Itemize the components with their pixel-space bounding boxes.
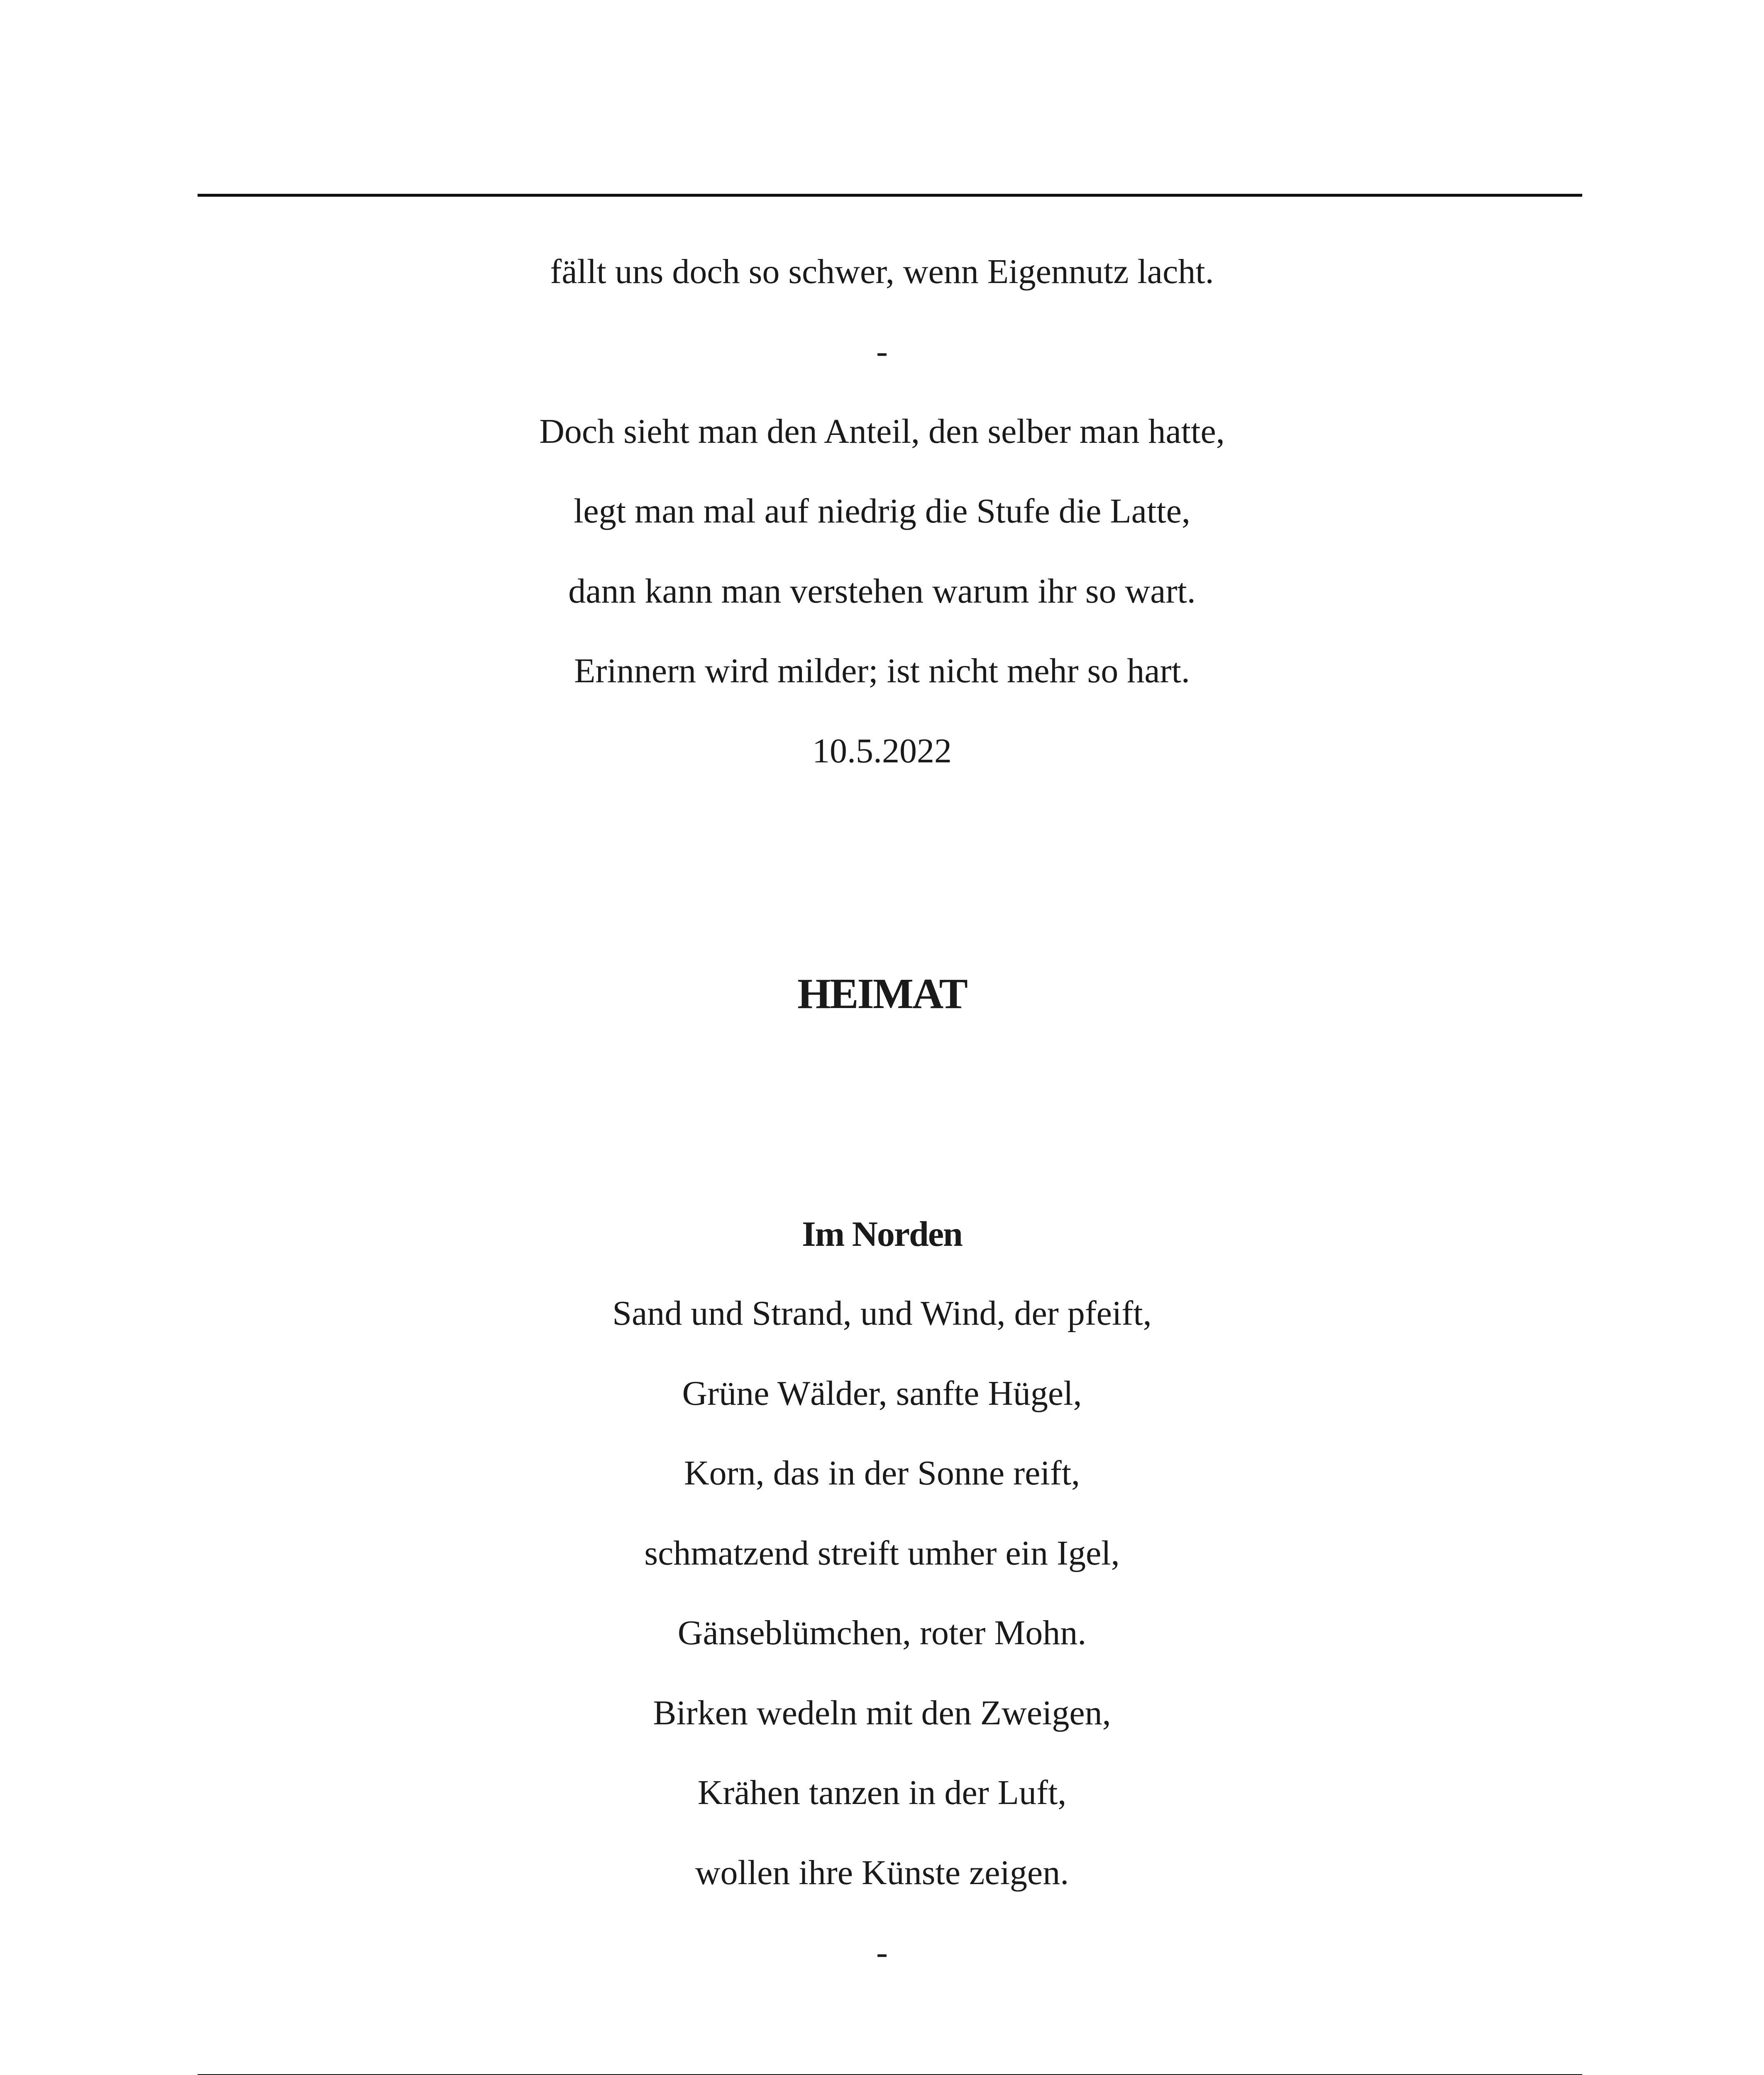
poem-title: Im Norden	[802, 1214, 962, 1254]
previous-poem-line-5: Erinnern wird milder; ist nicht mehr so hart.	[574, 652, 1190, 690]
poem-line-4: schmatzend streift umher ein Igel,	[644, 1534, 1120, 1572]
previous-poem-line-3: legt man mal auf niedrig die Stufe die Latte,	[574, 492, 1190, 530]
poem-line-8: wollen ihre Künste zeigen.	[695, 1853, 1069, 1892]
previous-poem-line-4: dann kann man verstehen warum ihr so wart.	[568, 572, 1196, 610]
previous-poem-stanza-separator: -	[876, 332, 888, 371]
poem-line-1: Sand und Strand, und Wind, der pfeift,	[612, 1294, 1152, 1333]
poem-line-5: Gänseblümchen, roter Mohn.	[677, 1614, 1087, 1652]
poem-line-6: Birken wedeln mit den Zweigen,	[653, 1694, 1111, 1732]
previous-poem-date: 10.5.2022	[812, 732, 952, 770]
header-rule	[198, 194, 1582, 197]
previous-poem-line-1: fällt uns doch so schwer, wenn Eigennutz lacht.	[550, 252, 1214, 291]
poem-stanza-separator: -	[876, 1933, 888, 1972]
poem-line-7: Krähen tanzen in der Luft,	[697, 1773, 1067, 1812]
poem-line-3: Korn, das in der Sonne reift,	[684, 1454, 1080, 1492]
poem-line-2: Grüne Wälder, sanfte Hügel,	[682, 1374, 1082, 1413]
section-title: HEIMAT	[797, 970, 967, 1018]
previous-poem-line-2: Doch sieht man den Anteil, den selber man hatte,	[539, 412, 1225, 451]
